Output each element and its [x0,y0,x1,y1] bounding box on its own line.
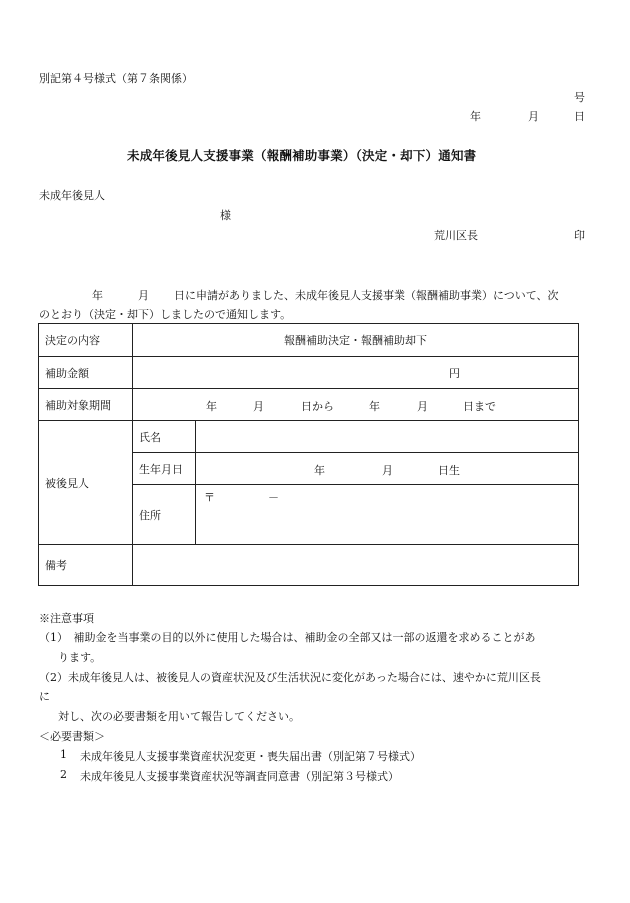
date-month-label: 月 [528,110,539,123]
intro-year: 年 [92,289,103,302]
amount-field[interactable] [133,357,579,389]
notes-heading: ※注意事項 [39,612,94,625]
required-docs-heading: ＜必要書類＞ [39,730,105,743]
ward-label: 被後見人 [39,421,133,545]
note-1-line2: ります。 [58,651,102,664]
addressee-label: 未成年後見人 [39,189,105,202]
intro-line2: のとおり（決定・却下）しましたので通知します。 [39,308,292,321]
note-2-line1: （2）未成年後見人は、被後見人の資産状況及び生活状況に変化があった場合には、速やかに荒川区長 [39,671,541,684]
date-day-label: 日 [574,110,585,123]
remarks-row [39,545,579,586]
birth-month: 月 [382,463,393,477]
required-doc-2-text: 未成年後見人支援事業資産状況等調査同意書（別記第３号様式） [80,770,399,783]
birth-label: 生年月日 [133,453,196,485]
remarks-field[interactable] [133,545,579,586]
period-to-month: 月 [417,399,428,413]
address-label: 住所 [133,485,196,545]
birth-year: 年 [314,463,325,477]
note-2-line3: 対し、次の必要書類を用いて報告してください。 [58,710,300,723]
period-label: 補助対象期間 [39,389,133,421]
ward-name-row [39,421,579,453]
decision-value: 報酬補助決定・報酬補助却下 [133,324,579,357]
period-row [39,389,579,421]
period-field[interactable] [133,389,579,421]
address-field[interactable] [196,485,579,545]
period-from-month: 月 [253,399,264,413]
document-number-label: 号 [574,91,585,104]
name-field[interactable] [196,421,579,453]
note-2-line2: に [39,690,50,703]
document-title: 未成年後見人支援事業（報酬補助事業）（決定・却下）通知書 [127,148,477,163]
amount-unit: 円 [449,366,460,380]
period-to-year: 年 [369,399,380,413]
note-1-line1: （1） 補助金を当事業の目的以外に使用した場合は、補助金の全部又は一部の返還を求めることがあ [39,631,536,644]
required-doc-2-number: 2 [60,768,67,781]
form-reference: 別記第４号様式（第７条関係） [39,72,193,85]
postal-dash: － [268,491,279,504]
intro-month: 月 [138,289,149,302]
birth-field[interactable] [196,453,579,485]
period-to-day: 日まで [463,399,496,413]
required-doc-1-number: 1 [60,748,67,761]
date-year-label: 年 [470,110,481,123]
birth-day: 日生 [438,463,460,477]
sender-name: 荒川区長 [434,229,478,242]
postal-mark: 〒 [204,491,215,504]
seal-mark: 印 [574,229,585,242]
remarks-label: 備考 [39,545,133,586]
amount-row [39,357,579,389]
addressee-honorific: 様 [220,209,231,222]
period-from-year: 年 [206,399,217,413]
amount-label: 補助金額 [39,357,133,389]
name-label: 氏名 [133,421,196,453]
period-from-day: 日から [301,399,334,413]
decision-label: 決定の内容 [39,324,133,357]
required-doc-1-text: 未成年後見人支援事業資産状況変更・喪失届出書（別記第７号様式） [80,750,421,763]
decision-row [39,324,579,357]
intro-line1: 日に申請がありました、未成年後見人支援事業（報酬補助事業）について、次 [174,289,559,302]
notification-table [38,323,579,586]
